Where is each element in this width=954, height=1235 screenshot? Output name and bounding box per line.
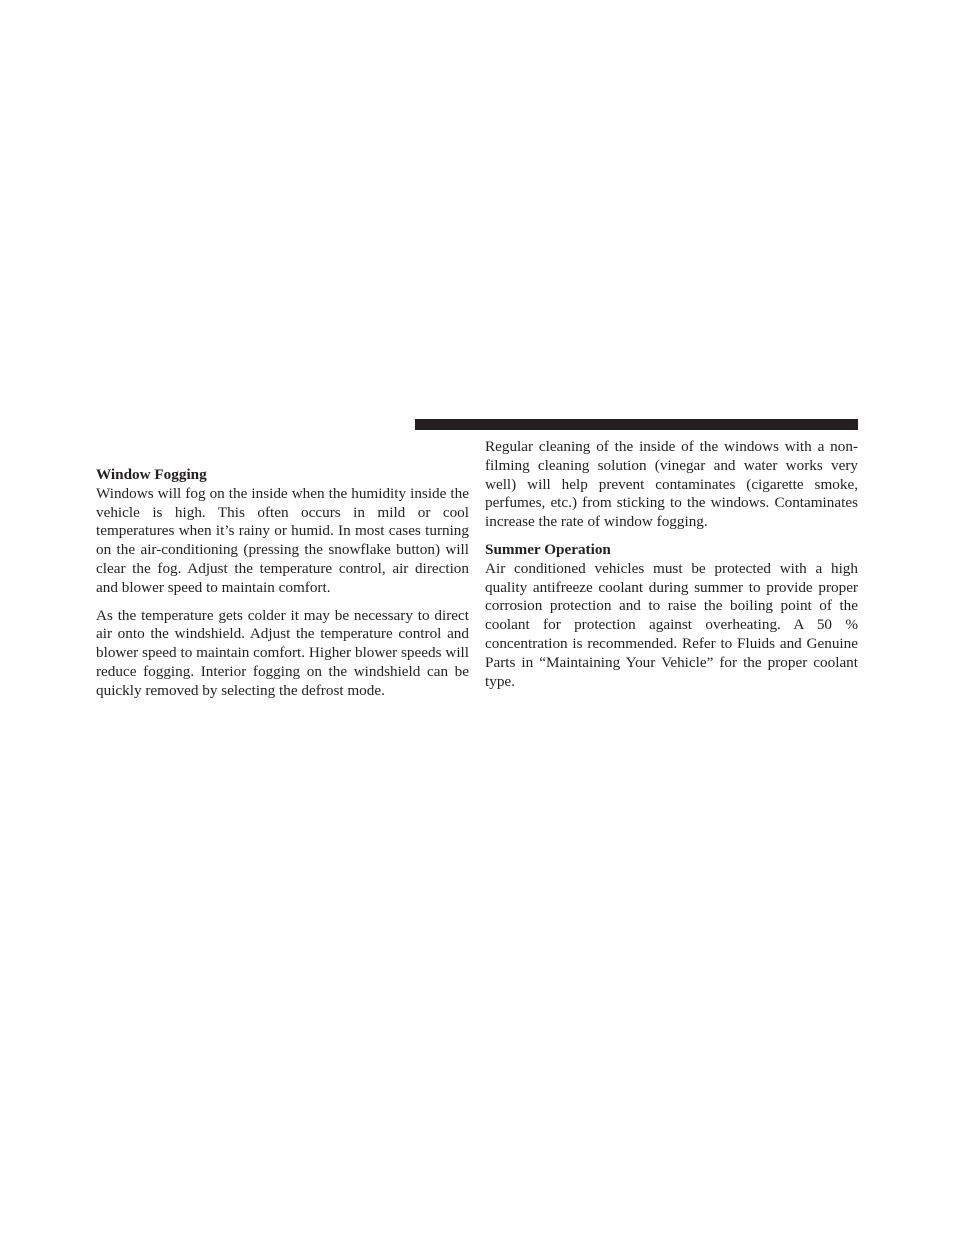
window-fogging-paragraph-1: Windows will fog on the inside when the humidity inside the vehicle is high. This often occurs in mild or cool temperatures when it’s rainy or humid. In most cases turning on the air-conditioning (pressing the snowflake button) will clear the fog. Adjust the temperature control, air direction and blower speed to maintain comfort. — [96, 484, 469, 596]
summer-operation-paragraph: Air conditioned vehicles must be protected with a high quality antifreeze coolant during summer to provide proper corrosion protection and to raise the boiling point of the coolant for protection against overheating. A 50 % concentration is recommended. Refer to Fluids and Genuine Parts in “Maintaining Your Vehicle” for the proper coolant type. — [485, 559, 858, 690]
window-cleaning-paragraph: Regular cleaning of the inside of the windows with a non-filming cleaning solution (vinegar and water works very well) will help prevent contaminates (cigarette smoke, perfumes, etc.) from sticking to the windows. Contaminates increase the rate of window fogging. — [485, 438, 858, 531]
section-header-bar — [415, 419, 858, 430]
window-fogging-heading: Window Fogging — [96, 466, 207, 483]
left-column — [96, 466, 469, 701]
right-column — [485, 438, 858, 691]
window-fogging-paragraph-2: As the temperature gets colder it may be necessary to direct air onto the windshield. Adjust the temperature control and blower speed to maintain comfort. Higher blower speeds will reduce fogging. Interior fogging on the windshield can be quickly removed by selecting the defrost mode. — [96, 606, 469, 699]
summer-operation-heading: Summer Operation — [485, 540, 611, 558]
